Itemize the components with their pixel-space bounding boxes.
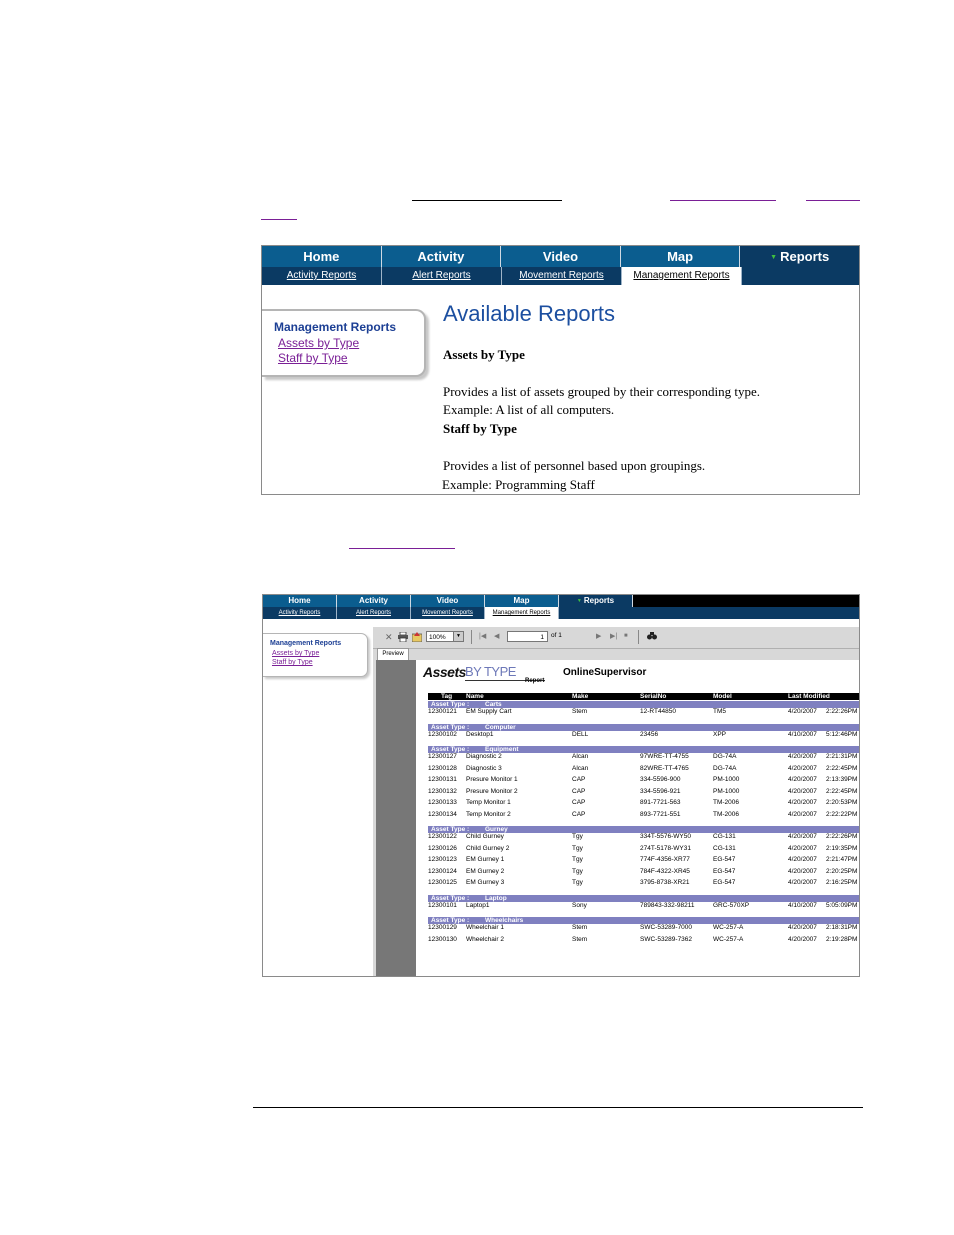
- table-row: [428, 751, 860, 762]
- table-row: [428, 797, 860, 808]
- table-cell: 12300101: [428, 901, 457, 909]
- toolbar-divider: [471, 630, 472, 644]
- table-cell: EG-547: [713, 879, 736, 886]
- table-cell: 12300124: [428, 867, 457, 875]
- doc-link-underline: [412, 200, 562, 201]
- table-cell: CAP: [572, 776, 586, 783]
- chevron-down-icon[interactable]: ▼: [453, 632, 463, 641]
- page-title: Available Reports: [443, 301, 616, 326]
- report-company: OnlineSupervisor: [563, 667, 647, 678]
- table-cell: 2:22:26PM: [826, 708, 858, 715]
- col-header-serialno: SerialNo: [640, 693, 667, 700]
- table-cell: PM-1000: [713, 776, 740, 783]
- table-cell: CAP: [572, 810, 586, 818]
- sub-navigation: [262, 267, 859, 285]
- table-cell: SWC-53289-7362: [640, 935, 693, 943]
- table-cell: 2:20:25PM: [826, 867, 858, 875]
- table-cell: 2:22:22PM: [826, 810, 858, 818]
- table-row: [428, 786, 860, 797]
- table-cell: 2:22:45PM: [826, 764, 858, 772]
- toolbar-divider: [638, 630, 639, 644]
- section-desc-assets: Provides a list of assets grouped by their corresponding type.: [443, 384, 760, 399]
- table-cell: 4/20/2007: [788, 787, 817, 795]
- sidebar-panel: [262, 309, 426, 377]
- table-cell: 5:12:46PM: [826, 730, 858, 738]
- table-cell: 3795-8738-XR21: [640, 879, 690, 886]
- table-cell: 4/20/2007: [788, 708, 817, 715]
- report-logo-bytype: BY TYPE: [465, 664, 516, 679]
- asset-type-label: Asset Type :: [431, 723, 470, 731]
- tab-home[interactable]: Home: [262, 246, 382, 267]
- tab-video[interactable]: Video: [411, 595, 485, 607]
- table-cell: 12300134: [428, 810, 457, 818]
- table-cell: CAP: [572, 787, 586, 795]
- dropdown-arrow-icon: ▼: [770, 254, 778, 262]
- table-cell: Laptop1: [466, 901, 490, 909]
- table-cell: 12300122: [428, 833, 457, 840]
- subtab-alert-reports[interactable]: Alert Reports: [337, 607, 411, 619]
- asset-type-value: Wheelchairs: [485, 917, 524, 924]
- table-cell: 12300132: [428, 787, 457, 795]
- sidebar-link-staff-by-type[interactable]: Staff by Type: [278, 351, 348, 365]
- table-cell: 97WRE-TT-4755: [640, 753, 689, 760]
- table-cell: 4/20/2007: [788, 844, 817, 852]
- table-cell: 893-7721-551: [640, 810, 681, 818]
- table-row: [428, 843, 860, 854]
- asset-type-label: Asset Type :: [431, 701, 470, 708]
- sidebar-link-staff-by-type[interactable]: Staff by Type: [272, 659, 313, 666]
- table-cell: CG-131: [713, 833, 736, 840]
- table-cell: 5:05:09PM: [826, 901, 858, 909]
- table-cell: DELL: [572, 730, 589, 738]
- subtab-movement-reports[interactable]: Movement Reports: [411, 607, 485, 619]
- table-cell: WC-257-A: [713, 924, 744, 931]
- print-icon[interactable]: [398, 632, 408, 642]
- table-cell: 789843-332-98211: [640, 901, 695, 909]
- section-example-assets: Example: A list of all computers.: [443, 402, 615, 417]
- subtab-management-reports[interactable]: Management Reports: [622, 267, 742, 285]
- asset-type-label: Asset Type :: [431, 917, 470, 924]
- table-cell: EM Gurney 1: [466, 856, 505, 863]
- dropdown-arrow-icon: ▼: [576, 598, 582, 604]
- table-cell: Child Gurney: [466, 833, 504, 840]
- table-cell: 2:16:25PM: [826, 879, 858, 886]
- table-row: [428, 729, 860, 740]
- asset-type-label: Asset Type :: [431, 894, 470, 902]
- table-cell: 4/10/2007: [788, 730, 817, 738]
- table-cell: 4/20/2007: [788, 879, 817, 886]
- table-cell: EG-547: [713, 867, 736, 875]
- table-cell: CG-131: [713, 844, 736, 852]
- table-cell: 12300131: [428, 776, 457, 783]
- table-cell: 4/20/2007: [788, 833, 817, 840]
- doc-link-underline: [261, 219, 297, 220]
- table-row: [428, 763, 860, 774]
- section-heading-staff: Staff by Type: [443, 421, 517, 436]
- doc-link-underline: [349, 548, 455, 549]
- subtab-movement-reports[interactable]: Movement Reports: [502, 267, 622, 285]
- tab-map[interactable]: Map: [621, 246, 741, 267]
- section-desc-staff: Provides a list of personnel based upon groupings.: [443, 458, 706, 473]
- table-cell: 12300123: [428, 856, 457, 863]
- table-cell: Sony: [572, 901, 587, 909]
- table-row: [428, 877, 860, 888]
- table-cell: CAP: [572, 799, 586, 806]
- table-cell: TM-2006: [713, 799, 740, 806]
- table-row: [428, 706, 860, 717]
- subtab-alert-reports[interactable]: Alert Reports: [382, 267, 502, 285]
- subtab-activity-reports[interactable]: Activity Reports: [263, 607, 337, 619]
- asset-type-label: Asset Type :: [431, 746, 470, 753]
- report-page: [416, 660, 860, 977]
- col-header-tag: Tag: [441, 693, 453, 700]
- last-page-icon[interactable]: ▶|: [610, 633, 618, 640]
- table-cell: TM5: [713, 708, 726, 715]
- table-cell: Tgy: [572, 833, 583, 840]
- table-cell: DG-74A: [713, 753, 737, 760]
- table-cell: 4/20/2007: [788, 753, 817, 760]
- section-example-staff: Example: Programming Staff: [442, 477, 595, 492]
- table-cell: Diagnostic 3: [466, 764, 502, 772]
- table-cell: 4/10/2007: [788, 901, 817, 909]
- preview-tab[interactable]: Preview: [377, 648, 409, 661]
- col-header-model: Model: [713, 693, 732, 700]
- sub-navigation: [263, 607, 859, 619]
- table-cell: TM-2006: [713, 810, 740, 818]
- close-icon[interactable]: ✕: [385, 632, 393, 642]
- table-cell: 4/20/2007: [788, 776, 817, 783]
- table-cell: EM Gurney 2: [466, 867, 505, 875]
- tab-map[interactable]: Map: [485, 595, 559, 607]
- sidebar-panel: [263, 633, 368, 677]
- table-cell: 2:22:26PM: [826, 833, 858, 840]
- table-cell: 4/20/2007: [788, 867, 817, 875]
- tab-reports-label: Reports: [780, 249, 830, 264]
- table-cell: 4/20/2007: [788, 924, 817, 931]
- col-header-make: Make: [572, 693, 589, 700]
- col-header-last-modified: Last Modified: [788, 693, 830, 700]
- asset-type-value: Computer: [485, 723, 516, 731]
- table-cell: EM Supply Cart: [466, 708, 512, 715]
- table-cell: Wheelchair 1: [466, 924, 504, 931]
- table-cell: Tgy: [572, 879, 583, 886]
- tab-reports[interactable]: [740, 246, 859, 267]
- table-cell: 2:21:47PM: [826, 856, 858, 863]
- table-cell: 334-5596-900: [640, 776, 681, 783]
- table-cell: 4/20/2007: [788, 856, 817, 863]
- main-navigation: [263, 595, 859, 607]
- table-cell: 12300121: [428, 708, 457, 715]
- table-row: [428, 809, 860, 820]
- next-page-icon[interactable]: ▶: [596, 633, 602, 640]
- table-cell: 334T-5576-WY50: [640, 833, 691, 840]
- table-cell: Presure Monitor 2: [466, 787, 518, 795]
- table-cell: SWC-53289-7000: [640, 924, 693, 931]
- tab-activity[interactable]: Activity: [382, 246, 502, 267]
- tab-activity[interactable]: Activity: [337, 595, 411, 607]
- tab-reports[interactable]: [559, 595, 633, 607]
- report-logo-assets: Assets: [423, 664, 466, 680]
- table-cell: 2:18:31PM: [826, 924, 858, 931]
- tab-home[interactable]: Home: [263, 595, 337, 607]
- table-cell: Alcan: [572, 764, 589, 772]
- table-row: [428, 831, 860, 842]
- table-cell: 12300128: [428, 764, 457, 772]
- table-row: [428, 866, 860, 877]
- table-cell: 4/20/2007: [788, 764, 817, 772]
- table-cell: GRC-570XP: [713, 901, 750, 909]
- asset-type-value: Carts: [485, 701, 502, 708]
- table-cell: Presure Monitor 1: [466, 776, 518, 783]
- table-cell: WC-257-A: [713, 935, 744, 943]
- table-cell: 82WRE-TT-4765: [640, 764, 689, 772]
- sidebar-link-assets-by-type[interactable]: Assets by Type: [272, 650, 320, 657]
- table-cell: DG-74A: [713, 764, 737, 772]
- table-row: [428, 900, 860, 911]
- table-cell: XPP: [713, 730, 727, 738]
- subtab-management-reports[interactable]: Management Reports: [485, 607, 559, 619]
- sidebar-title: Management Reports: [270, 640, 342, 647]
- table-cell: 2:13:39PM: [826, 776, 858, 783]
- assets-report-screenshot: [262, 594, 860, 977]
- table-cell: 12300102: [428, 730, 457, 738]
- page-footer-rule: [253, 1107, 863, 1108]
- page-number-input[interactable]: 1: [507, 631, 548, 642]
- table-cell: EG-547: [713, 856, 736, 863]
- binoculars-icon[interactable]: [647, 632, 657, 640]
- section-heading-assets: Assets by Type: [443, 347, 525, 362]
- table-cell: 12300125: [428, 879, 457, 886]
- table-cell: EM Gurney 3: [466, 879, 505, 886]
- report-logo-report: Report: [525, 678, 545, 684]
- table-cell: Child Gurney 2: [466, 844, 510, 852]
- col-header-name: Name: [466, 693, 484, 700]
- stop-icon[interactable]: ■: [624, 633, 628, 639]
- table-cell: Diagnostic 2: [466, 753, 502, 760]
- tab-video[interactable]: Video: [501, 246, 621, 267]
- table-cell: Stem: [572, 924, 588, 931]
- page-count: of 1: [551, 632, 562, 639]
- table-cell: Tgy: [572, 856, 583, 863]
- zoom-value: 100%: [429, 634, 446, 641]
- table-row: [428, 922, 860, 933]
- table-cell: 334-5596-921: [640, 787, 681, 795]
- table-cell: 774F-4356-XR77: [640, 856, 690, 863]
- table-cell: 2:20:53PM: [826, 799, 858, 806]
- subtab-activity-reports[interactable]: Activity Reports: [262, 267, 382, 285]
- table-cell: Temp Monitor 1: [466, 799, 511, 806]
- table-cell: 891-7721-563: [640, 799, 681, 806]
- sidebar-title: Management Reports: [274, 320, 397, 334]
- first-page-icon[interactable]: |◀: [479, 633, 487, 640]
- asset-type-value: Gurney: [485, 826, 508, 833]
- table-cell: 2:21:31PM: [826, 753, 858, 760]
- table-cell: Tgy: [572, 844, 583, 852]
- zoom-select[interactable]: [426, 631, 464, 642]
- table-cell: 12-RT44850: [640, 708, 677, 715]
- table-cell: 274T-5178-WY31: [640, 844, 691, 852]
- table-cell: Stem: [572, 935, 588, 943]
- report-toolbar: [373, 627, 860, 649]
- sidebar-link-assets-by-type[interactable]: Assets by Type: [278, 336, 360, 350]
- table-cell: 2:19:28PM: [826, 935, 858, 943]
- table-cell: Wheelchair 2: [466, 935, 504, 943]
- available-reports-screenshot: [261, 245, 860, 495]
- table-cell: 23456: [640, 730, 659, 738]
- table-cell: 4/20/2007: [788, 799, 817, 806]
- table-row: [428, 774, 860, 785]
- doc-link-underline: [670, 200, 776, 201]
- tab-reports-label: Reports: [583, 596, 615, 606]
- table-cell: Stem: [572, 708, 588, 715]
- table-cell: 2:19:35PM: [826, 844, 858, 852]
- export-icon[interactable]: [412, 632, 422, 642]
- table-row: [428, 934, 860, 945]
- table-cell: 12300126: [428, 844, 457, 852]
- report-margin: [376, 660, 416, 977]
- table-row: [428, 854, 860, 865]
- table-cell: Desktop1: [466, 730, 494, 738]
- table-cell: Temp Monitor 2: [466, 810, 511, 818]
- prev-page-icon[interactable]: ◀: [494, 633, 500, 640]
- main-navigation: [262, 246, 859, 267]
- table-cell: 2:22:45PM: [826, 787, 858, 795]
- table-cell: Tgy: [572, 867, 583, 875]
- table-cell: 4/20/2007: [788, 810, 817, 818]
- asset-type-value: Equipment: [485, 746, 519, 753]
- table-cell: 12300127: [428, 753, 457, 760]
- table-cell: 4/20/2007: [788, 935, 817, 943]
- asset-type-label: Asset Type :: [431, 826, 470, 833]
- table-cell: 12300129: [428, 924, 457, 931]
- doc-link-underline: [806, 200, 860, 201]
- table-cell: PM-1000: [713, 787, 740, 795]
- asset-type-value: Laptop: [485, 894, 507, 902]
- table-cell: 784F-4322-XR45: [640, 867, 690, 875]
- table-cell: 12300133: [428, 799, 457, 806]
- table-cell: Alcan: [572, 753, 589, 760]
- table-cell: 12300130: [428, 935, 457, 943]
